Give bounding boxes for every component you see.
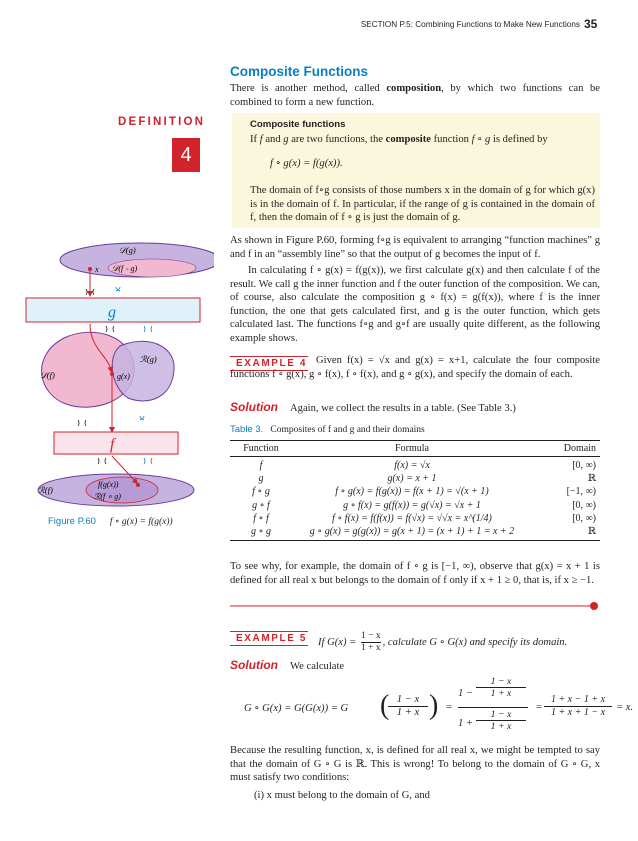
- x-label: x: [95, 265, 99, 274]
- composition-equation: G ∘ G(x) = G(G(x)) = G ( 1 − x 1 + x ) = 1 − 1 − x 1 + x 1 + 1 − x 1 + x = 1 + x − 1 + x 1 + x + 1 − x = x.: [244, 676, 634, 732]
- intro-paragraph: There is another method, called composition, by which two functions can be combined to form a new function.: [230, 83, 600, 108]
- gx-point: [110, 372, 114, 376]
- table-row: g g(x) = x + 1 ℝ: [258, 473, 596, 485]
- definition-domain-text: The domain of f∘g consists of those numbers x in the domain of g for which g(x) is in the domain of f. In particular, if the range of g is contained in the domain of f, then the domain of f ∘ g is just the domain of g.: [250, 185, 595, 224]
- page-number: 35: [584, 17, 598, 31]
- composites-table: [230, 440, 600, 541]
- table-row: g ∘ g g ∘ g(x) = g(g(x)) = g(x + 1) = (x + 1) + 1 = x + 2 ℝ: [230, 526, 600, 541]
- table-header: Formula: [292, 441, 532, 457]
- definition-formula: f ∘ g(x) = f(g(x)).: [270, 158, 343, 169]
- machine-f-label: f: [110, 436, 115, 453]
- gx-label: g(x): [117, 372, 130, 381]
- solution-1-label: Solution: [230, 400, 278, 414]
- table-row: g ∘ f g ∘ f(x) = g(f(x)) = g(√x) = √x + 1 [0, ∞): [252, 499, 596, 511]
- condition-i: (i) x must belong to the domain of G, and: [254, 790, 430, 801]
- definition-title: Composite functions: [250, 119, 346, 130]
- dom-g-label: 𝒟(g): [119, 245, 136, 255]
- paragraph-domain-warning: Because the resulting function, x, is defined for all real x, we might be tempted to say that the domain of G ∘ G is ℝ. This is wrong! To belong to the domain of G ∘ G, x must satisfy two conditions:: [230, 745, 600, 784]
- input-point: [88, 267, 92, 271]
- machine-g-label: g: [108, 304, 116, 321]
- table-header: Function: [230, 441, 292, 457]
- definition-line1: If f and g are two functions, the composite function f ∘ g is defined by: [250, 134, 548, 145]
- table-caption: Table 3. Composites of f and g and their domains: [230, 424, 425, 435]
- output-point: [136, 483, 140, 487]
- solution-2-text: We calculate: [290, 661, 345, 672]
- range-fog-label: ℛ(f ∘ g): [94, 492, 121, 501]
- range-f-label: ℛ(f): [38, 485, 53, 495]
- solution-2-label: Solution: [230, 658, 278, 672]
- dom-fog-label: 𝒟(f ∘ g): [112, 264, 138, 273]
- paragraph-assembly-line: As shown in Figure P.60, forming f∘g is equivalent to arranging “function machines” g and f in an “assembly line” so that the output of g becomes the input of f.: [230, 235, 600, 260]
- paragraph-inner-outer: In calculating f ∘ g(x) = f(g(x)), we first calculate g(x) and then calculate f of the result. We call g the inner function and f the outer function of the composition. We can, of course, also calculate the composition g ∘ f(x) = g(f(x)), where f is the inner function, the one that gets calculated first, and g is the outer function, which gets calculated last. The functions f∘g and g∘f are usually quite different, as the following example shows.: [230, 265, 600, 344]
- example-5-text: If G(x) = $\frac{1 - x}{1 + x}$ , calculate G ∘ G(x) and specify its domain.: [318, 631, 568, 653]
- table-header: Domain: [532, 441, 600, 457]
- section-divider: [228, 600, 602, 612]
- dom-f-label: 𝒟(f): [40, 370, 55, 380]
- example-4-label: EXAMPLE 4: [230, 356, 308, 371]
- figure-function-machines: [24, 238, 214, 508]
- table-row: f ∘ g f ∘ g(x) = f(g(x)) = f(x + 1) = √(x + 1) [−1, ∞): [252, 486, 596, 498]
- example-4-text: Given f(x) = √x and g(x) = x+1, calculate the four composite functions f ∘ g(x), g ∘ f(x), f ∘ f(x), and g ∘ g(x), and specify the domain of each.: [230, 355, 600, 380]
- section-title: Composite Functions: [230, 64, 368, 79]
- solution-1-text: Again, we collect the results in a table. (See Table 3.): [290, 403, 516, 414]
- fgx-label: f(g(x)): [98, 480, 119, 489]
- table-row: f f(x) = √x [0, ∞): [259, 460, 596, 471]
- paragraph-domain-reason: To see why, for example, the domain of f ∘ g is [−1, ∞), observe that g(x) = x + 1 is defined for all real x but belongs to the domain of f only if x + 1 ≥ 0, that is, if x ≥ −1.: [230, 561, 600, 586]
- example-5-label: EXAMPLE 5: [230, 631, 308, 646]
- figure-caption: Figure P.60 f ∘ g(x) = f(g(x)): [48, 516, 173, 527]
- table-row: f ∘ f f ∘ f(x) = f(f(x)) = f(√x) = √√x = x^(1/4) [0, ∞): [253, 512, 596, 524]
- definition-number: 4: [172, 138, 200, 172]
- running-header: SECTION P.5: Combining Functions to Make New Functions: [360, 20, 580, 29]
- machine-f: [54, 432, 178, 454]
- range-g-label: ℛ(g): [140, 354, 157, 364]
- definition-label: DEFINITION: [118, 116, 206, 128]
